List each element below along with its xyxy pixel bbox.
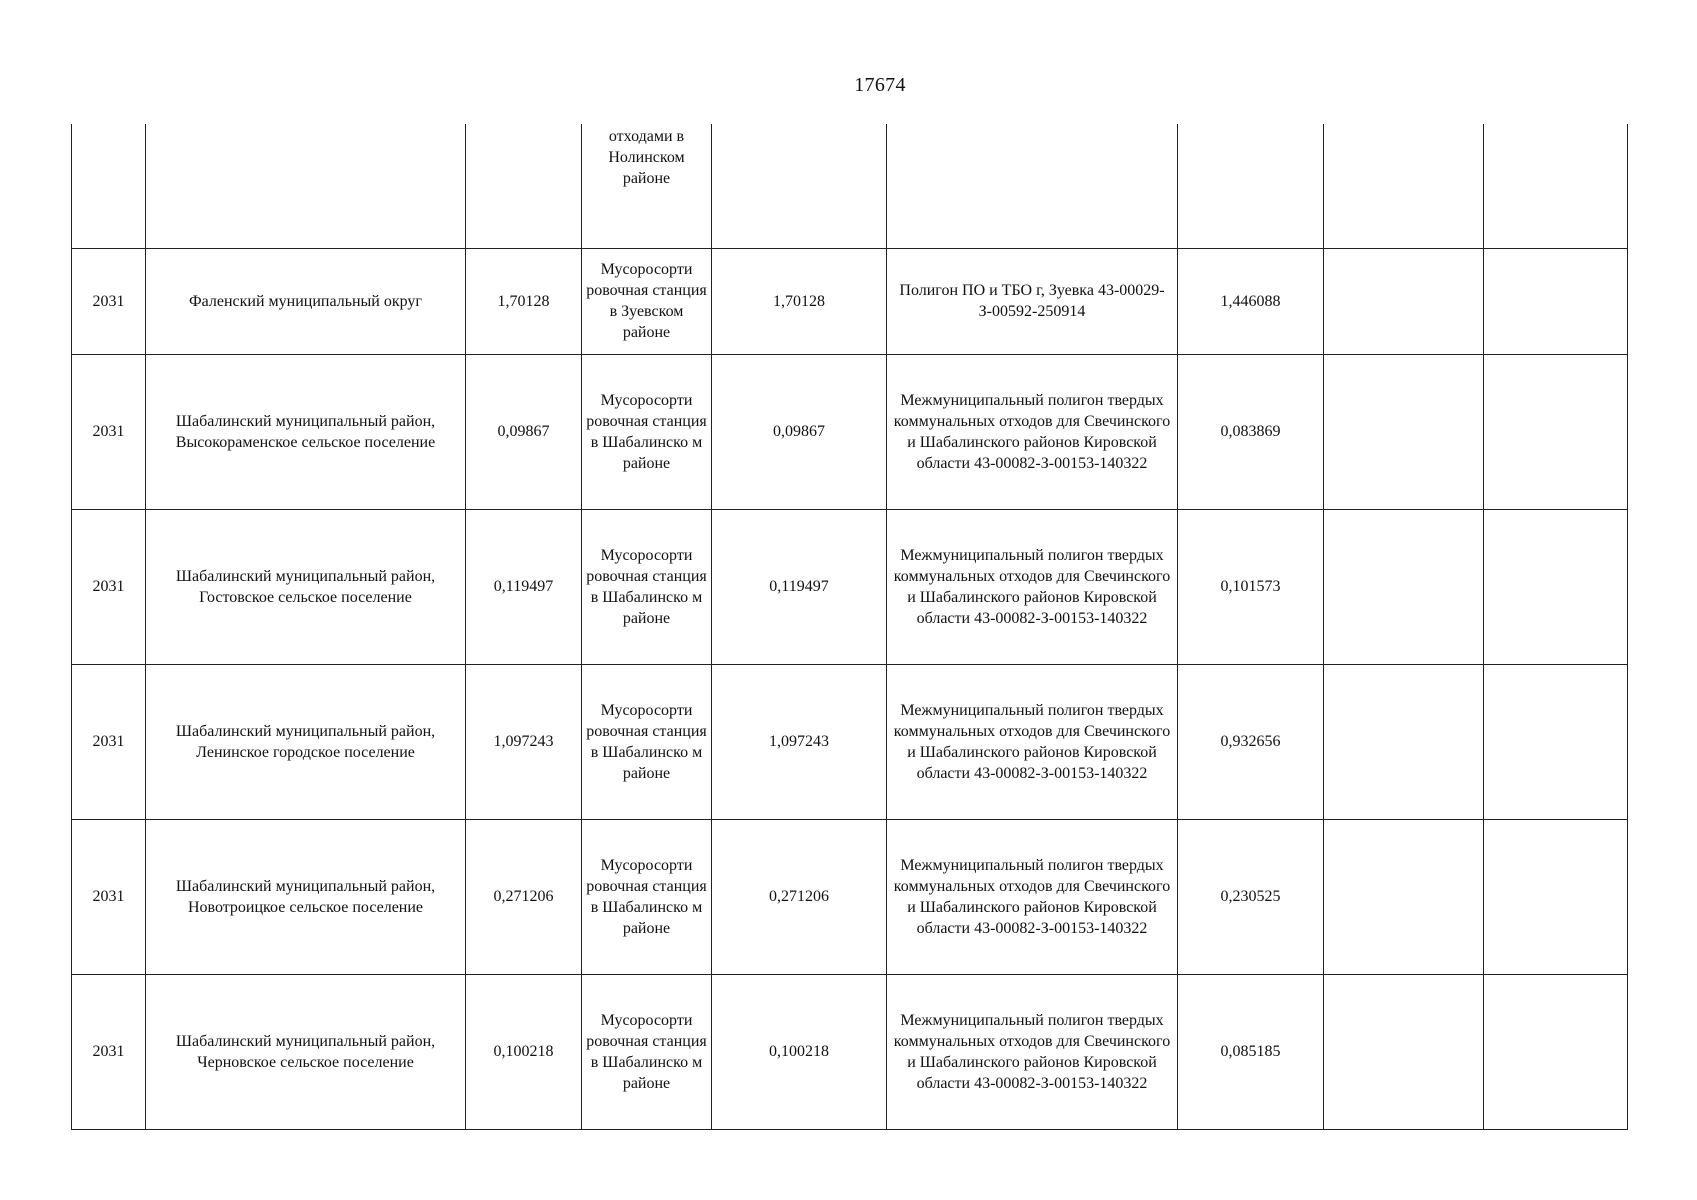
table-row	[72, 819, 1628, 974]
station-cell: Мусоросорти ровочная станция в Шабалинско м районе	[582, 819, 712, 974]
landfill-cell	[887, 124, 1178, 248]
year-cell: 2031	[72, 974, 146, 1129]
municipality-cell: Фаленский муниципальный округ	[146, 248, 466, 354]
volume-disposed-cell: 0,101573	[1178, 509, 1324, 664]
page-number: 17674	[854, 74, 906, 96]
landfill-cell: Межмуниципальный полигон твердых коммунальных отходов для Свечинского и Шабалинского районов Кировской области 43-00082-З-00153-140322	[887, 354, 1178, 509]
year-cell: 2031	[72, 664, 146, 819]
municipality-cell: Шабалинский муниципальный район, Гостовское сельское поселение	[146, 509, 466, 664]
volume-received-cell: 1,70128	[712, 248, 887, 354]
municipality-cell: Шабалинский муниципальный район, Черновское сельское поселение	[146, 974, 466, 1129]
empty-cell	[1484, 974, 1628, 1129]
landfill-cell: Межмуниципальный полигон твердых коммунальных отходов для Свечинского и Шабалинского районов Кировской области 43-00082-З-00153-140322	[887, 664, 1178, 819]
table-row	[72, 974, 1628, 1129]
empty-cell	[1324, 354, 1484, 509]
landfill-cell: Межмуниципальный полигон твердых коммунальных отходов для Свечинского и Шабалинского районов Кировской области 43-00082-З-00153-140322	[887, 819, 1178, 974]
municipality-cell: Шабалинский муниципальный район, Ленинское городское поселение	[146, 664, 466, 819]
station-cell: Мусоросорти ровочная станция в Шабалинско м районе	[582, 354, 712, 509]
volume-generated-cell	[466, 124, 582, 248]
volume-received-cell: 0,119497	[712, 509, 887, 664]
table-row	[72, 248, 1628, 354]
volume-disposed-cell: 1,446088	[1178, 248, 1324, 354]
empty-cell	[1324, 124, 1484, 248]
year-cell: 2031	[72, 819, 146, 974]
volume-generated-cell: 1,097243	[466, 664, 582, 819]
volume-generated-cell: 0,119497	[466, 509, 582, 664]
empty-cell	[1484, 354, 1628, 509]
volume-disposed-cell: 0,230525	[1178, 819, 1324, 974]
volume-received-cell: 1,097243	[712, 664, 887, 819]
volume-received-cell	[712, 124, 887, 248]
volume-generated-cell: 0,100218	[466, 974, 582, 1129]
empty-cell	[1324, 248, 1484, 354]
station-cell: Мусоросорти ровочная станция в Шабалинско м районе	[582, 664, 712, 819]
volume-disposed-cell: 0,083869	[1178, 354, 1324, 509]
volume-received-cell: 0,09867	[712, 354, 887, 509]
empty-cell	[1484, 248, 1628, 354]
landfill-cell: Полигон ПО и ТБО г, Зуевка 43-00029-З-00592-250914	[887, 248, 1178, 354]
year-cell: 2031	[72, 248, 146, 354]
waste-flow-table	[71, 124, 1628, 1130]
year-cell: 2031	[72, 509, 146, 664]
empty-cell	[1324, 509, 1484, 664]
station-cell: Мусоросорти ровочная станция в Зуевском районе	[582, 248, 712, 354]
volume-generated-cell: 0,09867	[466, 354, 582, 509]
volume-disposed-cell: 0,085185	[1178, 974, 1324, 1129]
municipality-cell	[146, 124, 466, 248]
empty-cell	[1484, 819, 1628, 974]
volume-disposed-cell	[1178, 124, 1324, 248]
landfill-cell: Межмуниципальный полигон твердых коммунальных отходов для Свечинского и Шабалинского районов Кировской области 43-00082-З-00153-140322	[887, 974, 1178, 1129]
volume-generated-cell: 0,271206	[466, 819, 582, 974]
station-cell: Мусоросорти ровочная станция в Шабалинско м районе	[582, 974, 712, 1129]
empty-cell	[1324, 819, 1484, 974]
municipality-cell: Шабалинский муниципальный район, Новотроицкое сельское поселение	[146, 819, 466, 974]
year-cell	[72, 124, 146, 248]
table-row	[72, 354, 1628, 509]
empty-cell	[1484, 124, 1628, 248]
table-row	[72, 664, 1628, 819]
volume-received-cell: 0,100218	[712, 974, 887, 1129]
municipality-cell: Шабалинский муниципальный район, Высокораменское сельское поселение	[146, 354, 466, 509]
landfill-cell: Межмуниципальный полигон твердых коммунальных отходов для Свечинского и Шабалинского районов Кировской области 43-00082-З-00153-140322	[887, 509, 1178, 664]
empty-cell	[1324, 664, 1484, 819]
table-row	[72, 124, 1628, 248]
station-cell: отходами в Нолинском районе	[582, 124, 712, 248]
empty-cell	[1324, 974, 1484, 1129]
empty-cell	[1484, 509, 1628, 664]
table-row	[72, 509, 1628, 664]
year-cell: 2031	[72, 354, 146, 509]
volume-generated-cell: 1,70128	[466, 248, 582, 354]
volume-received-cell: 0,271206	[712, 819, 887, 974]
empty-cell	[1484, 664, 1628, 819]
station-cell: Мусоросорти ровочная станция в Шабалинско м районе	[582, 509, 712, 664]
volume-disposed-cell: 0,932656	[1178, 664, 1324, 819]
